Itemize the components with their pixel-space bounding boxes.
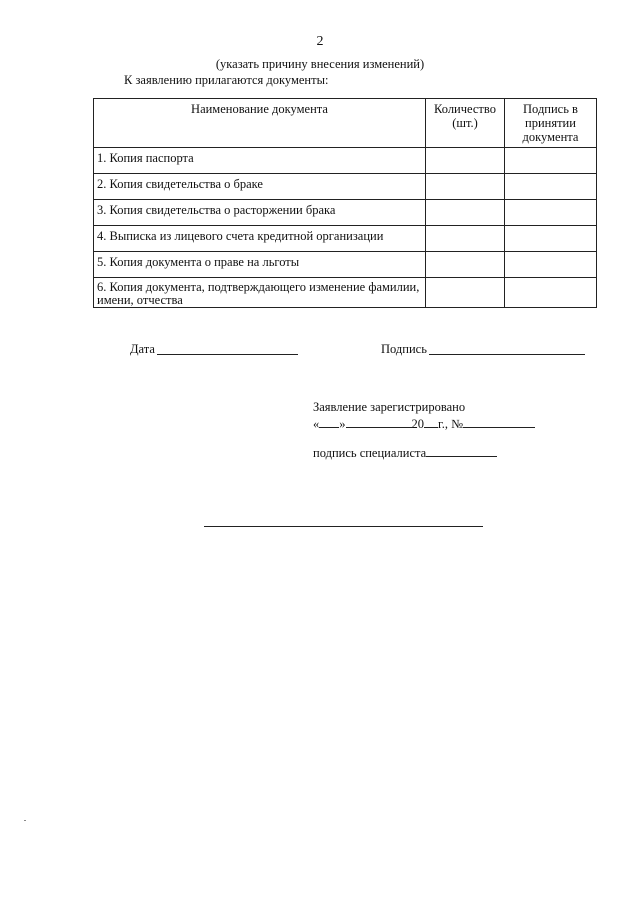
quantity-cell <box>426 200 505 226</box>
table-row <box>94 226 597 252</box>
document-name-cell: 6. Копия документа, подтверждающего изменение фамилии, имени, отчества <box>94 278 426 308</box>
header-document-name: Наименование документа <box>94 99 426 148</box>
quantity-cell <box>426 252 505 278</box>
attachments-intro: К заявлению прилагаются документы: <box>124 73 329 87</box>
specialist-field-line <box>426 445 497 457</box>
table-row <box>94 174 597 200</box>
close-quote: » <box>339 417 346 431</box>
table-row <box>94 278 597 308</box>
month-field-line <box>346 416 412 428</box>
date-label: Дата <box>130 342 155 356</box>
bottom-divider <box>204 526 483 527</box>
quantity-cell <box>426 226 505 252</box>
signature-cell <box>505 252 597 278</box>
registration-title: Заявление зарегистрировано <box>313 400 466 414</box>
signature-label: Подпись <box>381 342 427 356</box>
quantity-cell <box>426 148 505 174</box>
scan-artifact <box>24 820 26 821</box>
specialist-signature <box>313 445 497 461</box>
header-signature: Подпись в принятии документа <box>505 99 597 148</box>
date-field-line <box>157 344 298 355</box>
number-field-line <box>463 416 535 428</box>
document-name-cell: 4. Выписка из лицевого счета кредитной организации <box>94 226 426 252</box>
table-header-row <box>94 99 597 148</box>
quantity-cell <box>426 174 505 200</box>
specialist-label: подпись специалиста <box>313 446 427 460</box>
year-prefix: 20 <box>411 417 424 431</box>
document-name-cell: 1. Копия паспорта <box>94 148 426 174</box>
header-quantity: Количество (шт.) <box>426 99 505 148</box>
registration-date-number <box>313 416 535 432</box>
table-row <box>94 252 597 278</box>
signature-cell <box>505 226 597 252</box>
day-field-line <box>319 416 339 428</box>
page-number: 2 <box>316 34 324 49</box>
document-name-cell: 2. Копия свидетельства о браке <box>94 174 426 200</box>
quantity-cell <box>426 278 505 308</box>
signature-field-line <box>429 344 585 355</box>
documents-table <box>93 98 597 308</box>
signature-cell <box>505 148 597 174</box>
year-field-line <box>424 416 438 428</box>
signature-cell <box>505 278 597 308</box>
signature-cell <box>505 174 597 200</box>
document-name-cell: 5. Копия документа о праве на льготы <box>94 252 426 278</box>
table-row <box>94 148 597 174</box>
open-quote: « <box>313 417 320 431</box>
reason-note: (указать причину внесения изменений) <box>215 57 425 71</box>
year-suffix: г., № <box>438 417 464 431</box>
table-row <box>94 200 597 226</box>
signature-cell <box>505 200 597 226</box>
document-name-cell: 3. Копия свидетельства о расторжении брака <box>94 200 426 226</box>
